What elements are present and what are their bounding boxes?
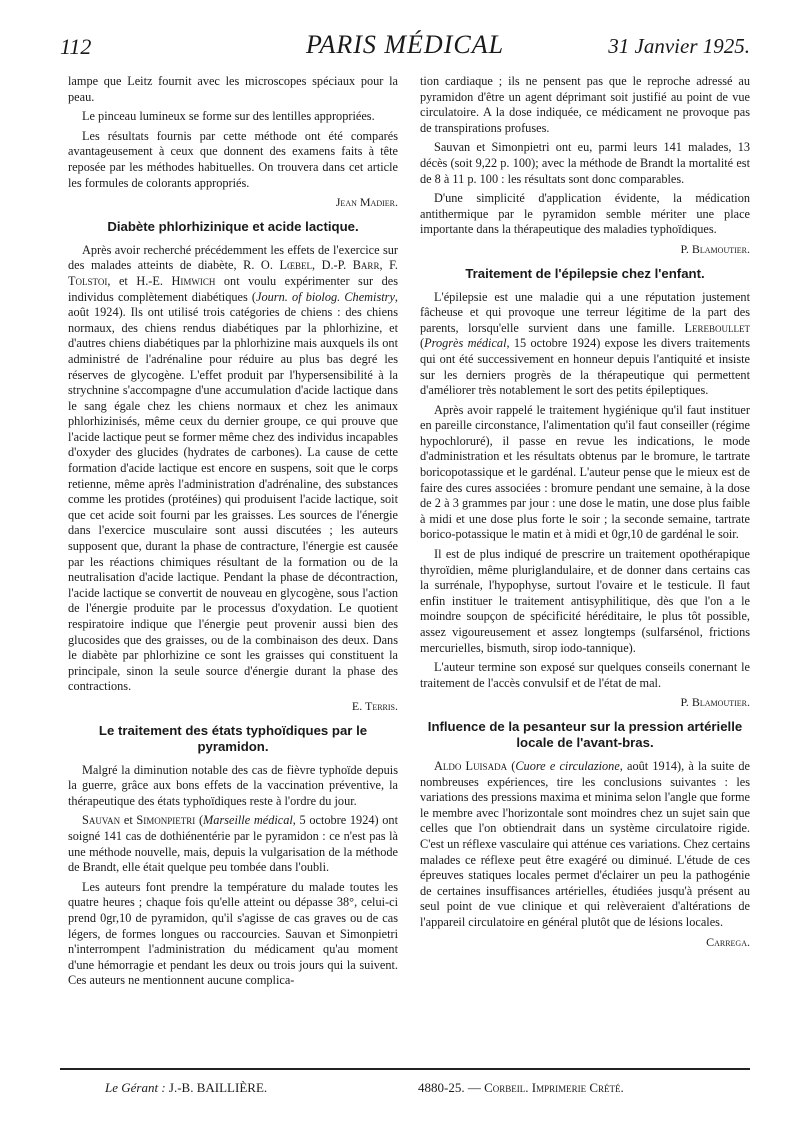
text-span: ont voulu expérimenter sur des individus complètement diabétiques ( <box>68 273 398 304</box>
signature-blamoutier: P. Blamoutier. <box>680 241 750 256</box>
heading-pesanteur: Influence de la pesanteur sur la pression artérielle locale de l'avant-bras. <box>427 718 743 750</box>
typhoid-paragraph-1: Malgré la diminution notable des cas de fièvre typhoïde depuis la guerre, grâce aux bons effets de la vaccination préventive, la thérapeutique des états typhoïdiques reste à l'ordre du jour. <box>68 762 398 808</box>
heading-diabete: Diabète phlorhizinique et acide lactique. <box>107 218 359 234</box>
diabete-paragraph <box>68 243 398 695</box>
journal-citation: Cuore e circulazione <box>515 758 620 773</box>
page-number: 112 <box>60 34 92 59</box>
journal-citation: Progrès médical <box>424 336 507 351</box>
typhoid-continuation: tion cardiaque ; ils ne pensent pas que le reproche adressé au pyramidon d'être un agent déprimant soit justifié au point de vue circulatoire. A la dose indiquée, ce médicament ne provoque pas de transpirations profuses. <box>420 74 750 135</box>
intro-paragraph-2: Le pinceau lumineux se forme sur des lentilles appropriées. <box>82 109 375 124</box>
intro-paragraph-1: lampe que Leitz fournit avec les microscopes spéciaux pour la peau. <box>68 74 398 104</box>
author-name: Aldo Luisada <box>434 758 508 773</box>
imprint-line: 4880-25. — Corbeil. Imprimerie Crété. <box>418 1080 624 1095</box>
typhoid-paragraph-3: Les auteurs font prendre la température du malade toutes les quatre heures ; chaque fois qu'elle atteint ou dépasse 38°, celui-ci prend 0gr,10 de pyramidon, qu'il s'agisse de cas graves ou de cas légers, de formes longues ou raccourcies. Sauvan et Simonpietri n'interrompent l'administration du médicament qu'au moment d'une hémorragie et pendant les deux ou trois jours qui la suivent. Ces auteurs ne mentionnent aucune complica- <box>68 879 398 988</box>
journal-citation: Journ. of biolog. Chemistry <box>256 289 395 304</box>
epilepsy-paragraph-3: Il est de plus indiqué de prescrire un traitement opothérapique thyroïdien, même pluriglandulaire, et de donner dans certains cas la surrénale, l'hypophyse, surtout l'ovaire et le testicule. Il faut enfin instituer le traitement antisyphilitique, dès que l'on a le moindre soupçon de spécificité héréditaire, le plus tôt possible, assez vigoureusement et assez longtemps (sulfarsénol, frictions mercurielles, bismuth, sirop iodo-tannique). <box>420 547 750 655</box>
epilepsy-paragraph-1 <box>420 290 750 399</box>
text-span: Après avoir recherché précédemment les effets de l'exercice sur des malades atteints de diabète, R. O. <box>68 242 398 273</box>
author-name: Sauvan <box>82 813 121 828</box>
typhoid-paragraph-2 <box>68 813 398 875</box>
typhoid-paragraph-5: D'une simplicité d'application évidente, la médication antithermique par le pyramidon semble mériter une place importante dans la thérapeutique des maladies typhoïdiques. <box>420 191 750 237</box>
epilepsy-paragraph-2: Après avoir rappelé le traitement hygiénique qu'il faut instituer en pareille circonstance, l'alimentation qu'il faut conseiller (régime hypochloruré), il passe en revue les indications, le mode d'administration et les résultats obtenus par le bromure, le tartrate boricopotassique et le gardénal. L'auteur pense que le mieux est de faire des cures associées : bromure pendant une semaine, à la dose de 2 à 3 grammes par jour : une dose le matin, une dose plus faible à midi et une dose plus forte le soir ; la seconde semaine, tartrate borico-potassique le matin et à midi et 0gr,10 de gardénal le soir. <box>420 402 750 542</box>
author-name: Lœbel <box>279 258 312 273</box>
footer-rule <box>60 1068 750 1070</box>
typhoid-paragraph-4: Sauvan et Simonpietri ont eu, parmi leurs 141 malades, 13 décès (soit 9,22 p. 100); avec la méthode de Brandt la mortalité est de 8 à 11 p. 100 : les résultats sont donc comparables. <box>420 140 750 186</box>
text-span: et <box>120 813 137 828</box>
heading-epilepsie: Traitement de l'épilepsie chez l'enfant. <box>465 265 705 281</box>
gerant-name: J.-B. BAILLIÈRE. <box>168 1080 268 1095</box>
heading-typhoidiques: Le traitement des états typhoïdiques par le pyramidon. <box>98 722 368 754</box>
text-span: , août 1924). Ils ont utilisé trois catégories de chiens : des chiens normaux, des chiens rendus diabétiques par la phlorhizine, et d'autres chiens diabétiques par la phlorhizine mais auxquels ils ont administré de l'adrénaline pour réduire au plus bas degré les réserves de glycogène. L'effet produit par l'hypersensibilité à la strychnine s'accompagne d'une accumulation d'acide lactique dans le sang égale chez les chiens normaux et chez les animaux phlorhizinisés, même ceux du dernier groupe, ce qui prouve que l'acide lactique peut se former même chez des individus incapables d'oxyder des glucides (hydrates de carbones). La cause de cette formation d'acide lactique est encore en suspens, soit que le corps retienne, même après l'administration d'adrénaline, des substances comme les protides (protéines) qui produisent l'acide lactique, soit que cet acide soit fourni par les graisses. Les sources de l'énergie dans l'exercice musculaire sont aussi discutées ; les auteurs supposent que, durant la phase de contracture, l'énergie est causée par les réactions chimiques résultant de la formation ou de la neutralisation d'acide lactique. Pendant la phase de décontraction, l'acide lactique se convertit de nouveau en glycogène, sous l'action de l'énergie produite par le processus d'oxydation. Le quotient respiratoire indique que l'énergie peut provenir aussi bien des glucosides que des graisses, ou de la combinaison des deux. Dans le diabète par phlorhizine ce sont les graisses qui constituent la principale, sinon la seule source d'énergie durant la phase des contractions. <box>68 289 398 694</box>
text-span: , et H.-E. <box>107 273 172 288</box>
journal-title: PARIS MÉDICAL <box>305 30 505 59</box>
text-span: , 15 octobre 1924) expose les divers traitements qui ont été successivement en honneur depuis l'antiquité et insiste sur les derniers progrès de la thérapeutique qui permettent d'améliorer très notablement le sort des petits épileptiques. <box>420 336 750 398</box>
text-span: L'épilepsie est une maladie qui a une réputation justement fâcheuse et qui provoque une terreur légitime de la part des parents, lorsqu'elle survient dans une famille. <box>420 289 750 335</box>
text-span: , D.-P. <box>311 258 353 273</box>
author-name: Himwich <box>171 273 216 288</box>
text-span: ( <box>507 758 516 773</box>
issue-date: 31 Janvier 1925. <box>608 34 750 58</box>
text-span: , 5 octobre 1924) ont soigné 141 cas de dothiénentérie par le pyramidon : ce n'est pas là une méthode nouvelle, mais, depuis la vulgarisation de la méthode de Brandt, elle était quelque peu tombée dans l'oubli. <box>68 813 398 875</box>
right-column <box>420 74 750 956</box>
author-name: Tolstoi <box>68 273 108 288</box>
pesanteur-paragraph <box>420 759 750 931</box>
signature-madier: Jean Madier. <box>335 195 398 210</box>
page-header <box>60 30 750 64</box>
page-footer <box>60 1080 750 1100</box>
text-span: , F. <box>379 258 399 273</box>
text-span: , août 1914), à la suite de nombreuses expériences, tire les conclusions suivantes : les variations des pressions maxima et minima selon l'angle que forme le membre avec l'horizontale sont moindres chez un sujet sain que celles que l'on obtiendrait dans un système circulatoire rigide. C'est un réflexe vasculaire qui atténue ces variations. Chez certains malades ce réflexe peut être exagéré ou diminué. L'étude de ces épreuves statiques locales permet d'éclairer un peu la pathogénie de certaines insuffisances artérielles, étudiées jusqu'à présent au seul point de vue clinique et qui relèveraient d'altérations de l'appareil circulatoire en général plutôt que de lésions locales. <box>420 758 751 929</box>
signature-carrega: Carrega. <box>706 934 750 949</box>
text-span: ( <box>195 813 204 828</box>
intro-paragraph-3: Les résultats fournis par cette méthode ont été comparés avantageusement à ceux que donnent des examens faits à tête reposée par les méthodes habituelles. On trouvera dans cet article les formules de colorants appropriés. <box>68 128 398 190</box>
text-span: ( <box>420 336 425 351</box>
epilepsy-paragraph-4: L'auteur termine son exposé sur quelques conseils conernant le traitement de l'accès convulsif et de l'état de mal. <box>420 660 750 690</box>
author-name: Simonpietri <box>136 813 196 828</box>
gerant-line <box>105 1080 267 1096</box>
signature-blamoutier-2: P. Blamoutier. <box>680 695 750 710</box>
journal-citation: Marseille médical <box>203 813 293 828</box>
left-column <box>68 74 398 993</box>
author-name: Barr <box>352 258 380 273</box>
gerant-label: Le Gérant : <box>105 1080 169 1095</box>
signature-terris: E. Terris. <box>351 698 398 713</box>
author-name: Lereboullet <box>684 320 750 335</box>
